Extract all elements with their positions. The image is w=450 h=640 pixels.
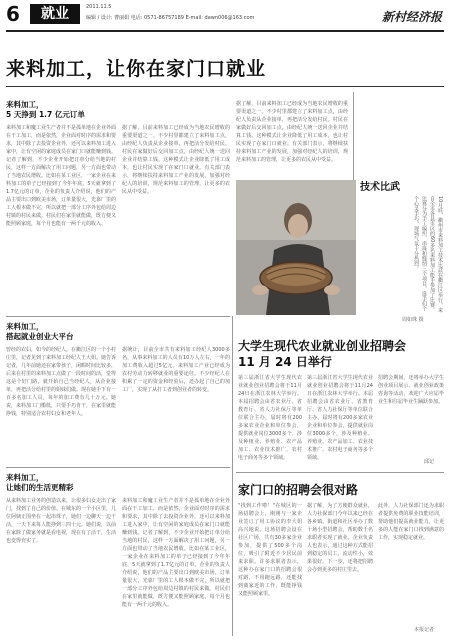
newspaper-logo: 新村经济报: [381, 10, 442, 24]
job-fair-author: 邱记: [424, 459, 435, 465]
third-body-col2: 来料加工和魔工业生产者并不是孤单地在企业外面在干工加工，而是依然，企业面对时序的需求和要求，其中除了去投资企业外，还可以来料加工进入家中，让有空闲的家庭成员在家门口就能赚到钱。记者了解到，不少企业开始把订单分给当地的村民，这样一方面解决了用工问题，另一方面也带动了当地农民增收。比如在某工业区，一家企业在来料加工的单子已经接到了今年年底，5天就拿到了1.7亿元的订单，企业的负责人介绍说，他们的产品主要出口到欧美市场，订单量很大，光靠厂里的工人根本做不完，所以就把一部分工序外包给周边村镇的村民来做。村民们在家里就能做，既方便又能照顾家庭，每个月也能有一两千元的收入。: [122, 498, 230, 608]
third-body-col1: 从来料加工业务的创造以来，让很多妇女走出了家门，找到了自己的价值。在城东的一个小区里，几位阿姨正围坐在一起串珠子，她们一边聊天一边干活，一天下来每人能挣到三四十元。她们说，以前在家除了做家务就是看电视，现在有了活干，生活也变得充实了。: [6, 498, 116, 544]
secondary-subhead: 来料加工， 搭起就业创业大平台: [6, 322, 74, 341]
lead-subhead: 来料加工， 5 天挣到 1.7 亿元订单: [6, 100, 85, 119]
third-subhead: 来料加工， 让她们的生活更精彩: [6, 473, 74, 492]
section-badge: 就业: [30, 4, 80, 24]
doorstep-body-col3: 此外，人力社保部门还为求职者提供免费的职业技能培训，帮助他们提高就业能力，让更多的人能在家门口找到满意的工作，实现稳定就业。: [378, 503, 444, 541]
header-rule: [6, 30, 444, 32]
page-headline: 来料加工，让你在家门口就业: [6, 58, 267, 80]
lead-body-col2: 据了解，目前来料加工已经成为当地农民增收的重要渠道之一。不少村里都建立了来料加工点，由经纪人负责从企业接单，再把活分发给村民。村民在家做好后交回加工点，由经纪人统一送回企业并结算工钱。这种模式让企业降低了用工成本，也让村民实现了在家门口就业。有关部门表示，将继续扶持来料加工产业的发展，加强对经纪人的培训，规范来料加工的管理，让更多的农民从中受益。: [122, 125, 230, 195]
section-rule-right: [236, 472, 444, 473]
secondary-body-col1: 曾经的农妇，如今的经纪人。在衢江区的一个小村庄里，记者见到了来料加工经纪人王大姐。她告诉记者，几年前她还在家带孩子，闲暇时间比较多，后来在村里的来料加工点做了一段时间的活，觉得这是个好门路，就开始自己当经纪人，从企业接单，再把活分给村里的姐妹们做。现在她手下有一百多名加工人员，每年的加工费有几十万元。她说，来料加工门槛低，只要手巧肯干，在家里就能挣钱，特别适合农村妇女和老年人。: [6, 347, 116, 417]
section-rule-left: [6, 316, 230, 317]
doorstep-body-col1: "找到工作啦！"在城区的一场招聘会上，刚刚与一家企业签订了用工协议的李大姐高兴地说。这场招聘会设在社区广场，共有30多家企业参加，提供了500多个岗位，吸引了附近不少居民前来求职。许多求职者表示，这种办在家门口的招聘会很对路，不用跑远路，还能找到离家近的工作，既能挣钱又能照顾家里。: [238, 503, 302, 597]
column-title: 技术比武: [360, 182, 400, 193]
column-body: 10月底，衢州市来料加工技术比武在衢江区举行，来自全市各县市区的60多名来料加工能手参加了比赛。比赛分为手工编织、串珠和缝纫三个项目，选手们个个心灵手巧，现场气氛十分热烈。: [413, 196, 443, 313]
section-rule-left2: [6, 467, 230, 468]
doorstep-body-col2: 据了解，为了方便群众就业，人力社保部门今年以来已经在各乡镇、街道和社区举办了数十场小型招聘会，帮助数千名求职者实现了就业。企业负责人也表示，通过这种方式能招到稳定的员工，流动性小，效果很好。下一步，还将把招聘会办到更多的村庄里去。: [307, 503, 373, 573]
woman-weaving-photo: [236, 180, 356, 315]
job-fair-body-col1: 第三届浙江省大学生现代农业就业创业招聘会将于11月24日在浙江农林大学举行。本届招聘会由省农业厅、省教育厅、省人力社保厅等单位联合主办，届时将有200多家农业企业和单位参会，提供就业岗位3000多个，涉及种植业、养殖业、农产品加工、农业技术推广、农村电子商务等多个领域。: [238, 375, 302, 461]
page-header: [0, 0, 450, 30]
lead-body-col1: 来料加工和魔工业生产者并不是孤单地在企业外面在干工加工，而是依然，企业面对时序的需求和要求，其中除了去投资企业外，还可以来料加工进入家中，让有空闲的家庭成员在家门口就能赚到钱。记者了解到，不少企业开始把订单分给当地的村民，这样一方面解决了用工问题，另一方面也带动了当地农民增收。比如在某工业区，一家企业在来料加工的单子已经接到了今年年底，5天就拿到了1.7亿元的订单，企业的负责人介绍说，他们的产品主要出口到欧美市场，订单量很大，光靠厂里的工人根本做不完，所以就把一部分工序外包给周边村镇的村民来做。村民们在家里就能做，既方便又能照顾家庭，每个月也能有一两千元的收入。: [6, 125, 116, 227]
secondary-body-col2: 据统计，目前全市共有来料加工经纪人3000多名，从事来料加工的人员有10万人左右，一年的加工费收入超过5亿元。来料加工产业已经成为农村劳动力转移就业的重要途径。不少经纪人在积累了一定的资金和经验后，还办起了自己的加工厂，实现了从打工者到创业者的转变。: [122, 347, 230, 393]
headline-rule: [6, 86, 444, 87]
doorstep-title: 家门口的招聘会很对路: [238, 483, 359, 497]
issue-date: 2011.11.5: [86, 4, 112, 10]
lead-body-col3: 据了解，目前来料加工已经成为当地农民增收的重要渠道之一。不少村里都建立了来料加工点，由经纪人负责从企业接单，再把活分发给村民。村民在家做好后交回加工点，由经纪人统一送回企业并结算工钱。这种模式让企业降低了用工成本，也让村民实现了在家门口就业。有关部门表示，将继续扶持来料加工产业的发展，加强对经纪人的培训，规范来料加工的管理，让更多的农民从中受益。: [236, 101, 348, 163]
job-fair-body-col2: 第三届浙江省大学生现代农业就业创业招聘会将于11月24日在浙江农林大学举行。本届招聘会由省农业厅、省教育厅、省人力社保厅等单位联合主办，届时将有200多家农业企业和单位参会，提供就业岗位3000多个，涉及种植业、养殖业、农产品加工、农业技术推广、农村电子商务等多个领域。: [307, 375, 373, 461]
editor-line: 编辑 / 设计: 曹丽娟 电话: 0571-86757189 E-mail: dawn006@163.com: [86, 15, 255, 21]
job-fair-title: 大学生现代农业就业创业招聘会 11 月 24 日举行: [238, 339, 407, 369]
photo-illustration: [236, 180, 356, 315]
page-number: 6: [6, 2, 20, 26]
doorstep-author: 本报记者: [414, 627, 435, 633]
column-divider-2: [232, 316, 233, 636]
job-fair-body-col3: 招聘会期间，还将举办大学生创业项目展示、就业创业政策咨询等活动，欢迎广大应届毕业生和往届毕业生踊跃参加。: [378, 375, 444, 405]
photo-credit: 周如珠 摄: [402, 317, 424, 323]
